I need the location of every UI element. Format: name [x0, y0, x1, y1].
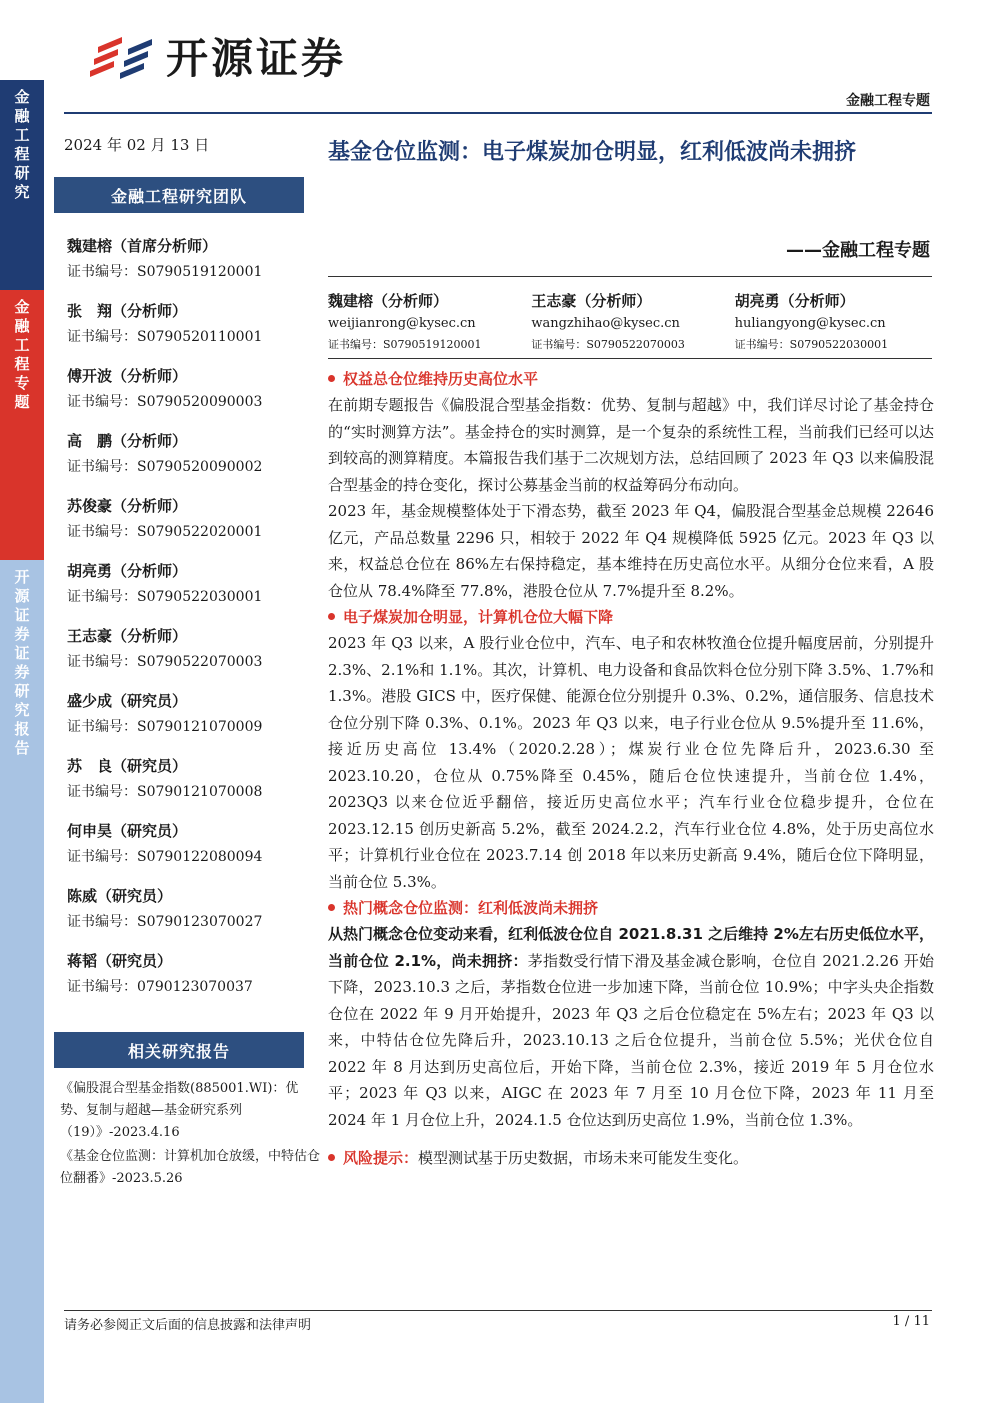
- body-paragraph: 从热门概念仓位变动来看，红利低波仓位自 2021.8.31 之后维持 2%左右历史低位水平，当前仓位 2.1%，尚未拥挤：茅指数受行情下滑及基金减仓影响，仓位自 2021.2.26 开始下降，2023.10.3 之后，茅指数仓位进一步加速下降，当前仓位 10.9%；中字头央企指数仓位在 2022 年 9 月开始提升，2023 年 Q3 之后仓位稳定在 5%左右；2023 年 Q3 以来，中特估仓位先降后升，2023.10.13 之后仓位提升，当前仓位 5.5%；光伏仓位自 2022 年 8 月达到历史高位后，开始下降，当前仓位 2.3%，接近 2019 年 5 月仓位水平；2023 年 Q3 以来，AIGC 在 2023 年 7 月至 10 月仓位下降，2023 年 11 月至 2024 年 1 月仓位上升，2024.1.5 仓位达到历史高位 1.9%，当前仓位 1.3%。: [328, 925, 934, 1129]
- related-report-link[interactable]: 《偏股混合型基金指数(885001.WI)：优势、复制与超越—基金研究系列（19）》-2023.4.16: [60, 1081, 299, 1140]
- analyst-list: [67, 235, 307, 1015]
- side-strip: [0, 0, 44, 1403]
- team-banner: 金融工程研究团队: [54, 177, 304, 213]
- subtitle-divider: [328, 276, 932, 277]
- section-heading: 热门概念仓位监测：红利低波尚未拥挤: [328, 895, 934, 921]
- footer-divider: [64, 1310, 932, 1311]
- analyst-item: 苏 良（研究员） 证书编号：S0790121070008: [67, 757, 263, 800]
- risk-note: 风险提示：模型测试基于历史数据，市场未来可能发生变化。: [328, 1145, 934, 1171]
- side-strip-research: 金融工程研究: [0, 80, 44, 290]
- report-date: 2024 年 02 月 13 日: [64, 136, 210, 154]
- logo-text: 开源证券: [166, 34, 347, 83]
- report-subtitle: ——金融工程专题: [786, 240, 930, 261]
- analyst-item: 蒋韬（研究员） 证书编号：0790123070037: [67, 952, 253, 995]
- body-paragraph: 在前期专题报告《偏股混合型基金指数：优势、复制与超越》中，我们详尽讨论了基金持仓的“实时测算方法”。基金持仓的实时测算，是一个复杂的系统性工程，当前我们已经可以达到较高的测算精度。本篇报告我们基于二次规划方法，总结回顾了 2023 年 Q3 以来偏股混合型基金的持仓变化，探讨公募基金当前的权益筹码分布动向。: [328, 396, 934, 494]
- bullet-icon: [328, 1154, 335, 1161]
- analyst-item: 傅开波（分析师） 证书编号：S0790520090003: [67, 367, 263, 410]
- author-email[interactable]: huliangyong@kysec.cn: [734, 316, 886, 331]
- header-tag: 金融工程专题: [846, 93, 930, 109]
- analyst-item: 胡亮勇（分析师） 证书编号：S0790522030001: [67, 562, 263, 605]
- bold-lead: 从热门概念仓位变动来看，红利低波仓位自 2021.8.31 之后维持 2%左右历史低位水平，当前仓位 2.1%，尚未拥挤：: [328, 925, 934, 970]
- analyst-item: 苏俊豪（分析师） 证书编号：S0790522020001: [67, 497, 263, 540]
- page-number: 1 / 11: [892, 1314, 930, 1329]
- footer-disclaimer: 请务必参阅正文后面的信息披露和法律声明: [64, 1318, 312, 1333]
- author-item: 王志豪（分析师） wangzhihao@kysec.cn 证书编号：S0790522070003: [531, 290, 734, 352]
- author-email[interactable]: weijianrong@kysec.cn: [328, 316, 476, 331]
- analyst-item: 魏建榕（首席分析师） 证书编号：S0790519120001: [67, 237, 263, 280]
- author-block: [328, 290, 938, 352]
- side-strip-brand: 开源证券 证券研究报告: [0, 560, 44, 1403]
- author-item: 魏建榕（分析师） weijianrong@kysec.cn 证书编号：S0790519120001: [328, 290, 531, 352]
- report-body: [328, 366, 934, 1171]
- bullet-icon: [328, 613, 335, 620]
- logo-mark-icon: [84, 29, 162, 83]
- analyst-item: 陈威（研究员） 证书编号：S0790123070027: [67, 887, 263, 930]
- related-reports-list: [60, 1078, 322, 1192]
- bullet-icon: [328, 375, 335, 382]
- section-heading: 权益总仓位维持历史高位水平: [328, 366, 934, 392]
- body-paragraph: 2023 年，基金规模整体处于下滑态势，截至 2023 年 Q4，偏股混合型基金总规模 22646 亿元，产品总数量 2296 只，相较于 2022 年 Q4 规模降低 5925 亿元。2023 年 Q3 以来，权益总仓位在 86%左右保持稳定，基本维持在历史高位水平。从细分仓位来看，A 股仓位从 78.4%降至 77.8%，港股仓位从 7.7%提升至 8.2%。: [328, 502, 934, 600]
- analyst-item: 何申昊（研究员） 证书编号：S0790122080094: [67, 822, 263, 865]
- body-paragraph: 2023 年 Q3 以来，A 股行业仓位中，汽车、电子和农林牧渔仓位提升幅度居前，分别提升 2.3%、2.1%和 1.1%。其次，计算机、电力设备和食品饮料仓位分别下降 3.5%、1.7%和 1.3%。港股 GICS 中，医疗保健、能源仓位分别提升 0.3%、0.2%，通信服务、信息技术仓位分别下降 0.3%、0.1%。2023 年 Q3 以来，电子行业仓位从 9.5%提升至 11.6%，接近历史高位 13.4%（2020.2.28）；煤炭行业仓位先降后升，2023.6.30 至 2023.10.20，仓位从 0.75%降至 0.45%，随后仓位快速提升，当前仓位 1.4%，2023Q3 以来仓位近乎翻倍，接近历史高位水平；汽车行业仓位稳步提升，仓位在 2023.12.15 创历史新高 5.2%，截至 2024.2.2，汽车行业仓位 4.8%，处于历史高位水平；计算机行业仓位在 2023.7.14 创 2018 年以来历史新高 9.4%，随后仓位下降明显，当前仓位 5.3%。: [328, 634, 934, 891]
- author-divider: [328, 358, 932, 359]
- analyst-item: 盛少成（研究员） 证书编号：S0790121070009: [67, 692, 263, 735]
- company-logo: [84, 26, 346, 86]
- side-strip-topic: 金融工程专题: [0, 290, 44, 560]
- analyst-item: 张 翔（分析师） 证书编号：S0790520110001: [67, 302, 263, 345]
- author-email[interactable]: wangzhihao@kysec.cn: [531, 316, 680, 331]
- bullet-icon: [328, 904, 335, 911]
- header-divider: [64, 112, 932, 114]
- section-heading: 电子煤炭加仓明显，计算机仓位大幅下降: [328, 604, 934, 630]
- related-reports-banner: 相关研究报告: [54, 1032, 304, 1068]
- analyst-item: 王志豪（分析师） 证书编号：S0790522070003: [67, 627, 263, 670]
- analyst-item: 高 鹏（分析师） 证书编号：S0790520090002: [67, 432, 263, 475]
- related-report-link[interactable]: 《基金仓位监测：计算机加仓放缓，中特估仓位翻番》-2023.5.26: [60, 1149, 321, 1186]
- author-item: 胡亮勇（分析师） huliangyong@kysec.cn 证书编号：S0790522030001: [735, 290, 938, 352]
- report-title: 基金仓位监测：电子煤炭加仓明显，红利低波尚未拥挤: [328, 140, 857, 165]
